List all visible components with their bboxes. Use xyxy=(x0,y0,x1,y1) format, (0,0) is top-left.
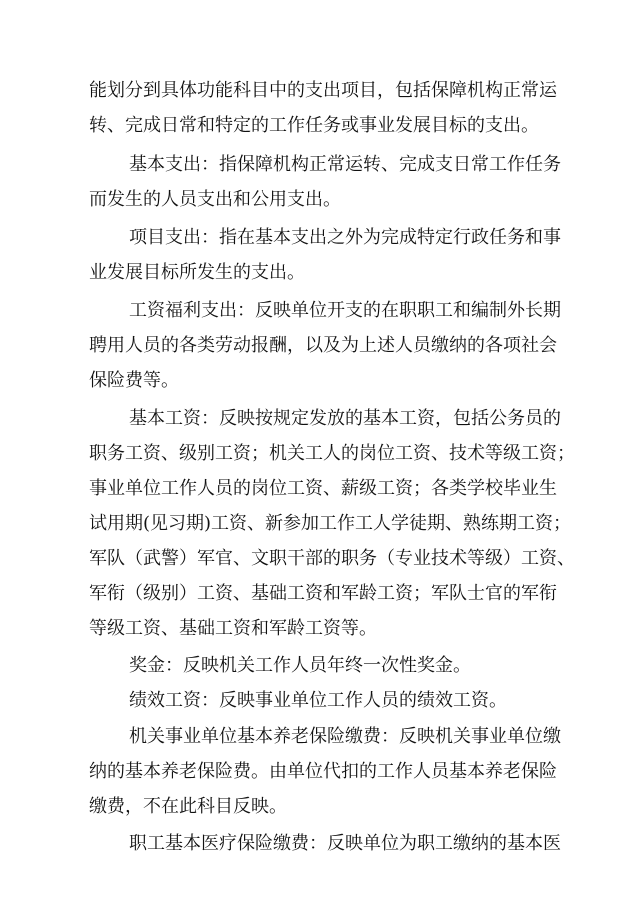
text-line: 转、完成日常和特定的工作任务或事业发展目标的支出。 xyxy=(89,115,539,136)
text-line: 事业单位工作人员的岗位工资、薪级工资；各类学校毕业生 xyxy=(89,478,557,499)
text-line: 保险费等。 xyxy=(89,370,179,391)
paragraph-medical-insurance: 职工基本医疗保险缴费：反映单位为职工缴纳的基本医 xyxy=(129,833,561,854)
text-line: 军队（武警）军官、文职干部的职务（专业技术等级）工资、 xyxy=(89,548,575,569)
text-line: 试用期(见习期)工资、新参加工作工人学徒期、熟练期工资； xyxy=(89,513,572,534)
text-line: 聘用人员的各类劳动报酬，以及为上述人员缴纳的各项社会 xyxy=(89,335,557,356)
paragraph-basic-expense: 基本支出：指保障机构正常运转、完成支日常工作任务 xyxy=(129,154,561,175)
text-line: 而发生的人员支出和公用支出。 xyxy=(89,189,341,210)
text-line: 业发展目标所发生的支出。 xyxy=(89,262,305,283)
text-line: 军衔（级别）工资、基础工资和军龄工资；军队士官的军衔 xyxy=(89,583,557,604)
paragraph-basic-wage: 基本工资：反映按规定发放的基本工资，包括公务员的 xyxy=(129,408,561,429)
paragraph-pension-insurance: 机关事业单位基本养老保险缴费：反映机关事业单位缴 xyxy=(129,726,561,747)
text-line: 能划分到具体功能科目中的支出项目，包括保障机构正常运 xyxy=(89,80,557,101)
text-line: 纳的基本养老保险费。由单位代扣的工作人员基本养老保险 xyxy=(89,761,557,782)
paragraph-bonus: 奖金：反映机关工作人员年终一次性奖金。 xyxy=(129,655,471,676)
paragraph-performance-wage: 绩效工资：反映事业单位工作人员的绩效工资。 xyxy=(129,690,507,711)
text-line: 缴费，不在此科目反映。 xyxy=(89,796,287,817)
paragraph-project-expense: 项目支出：指在基本支出之外为完成特定行政任务和事 xyxy=(129,227,561,248)
text-line: 职务工资、级别工资；机关工人的岗位工资、技术等级工资； xyxy=(89,443,575,464)
paragraph-wage-welfare: 工资福利支出：反映单位开支的在职职工和编制外长期 xyxy=(129,300,561,321)
text-line: 等级工资、基础工资和军龄工资等。 xyxy=(89,618,377,639)
